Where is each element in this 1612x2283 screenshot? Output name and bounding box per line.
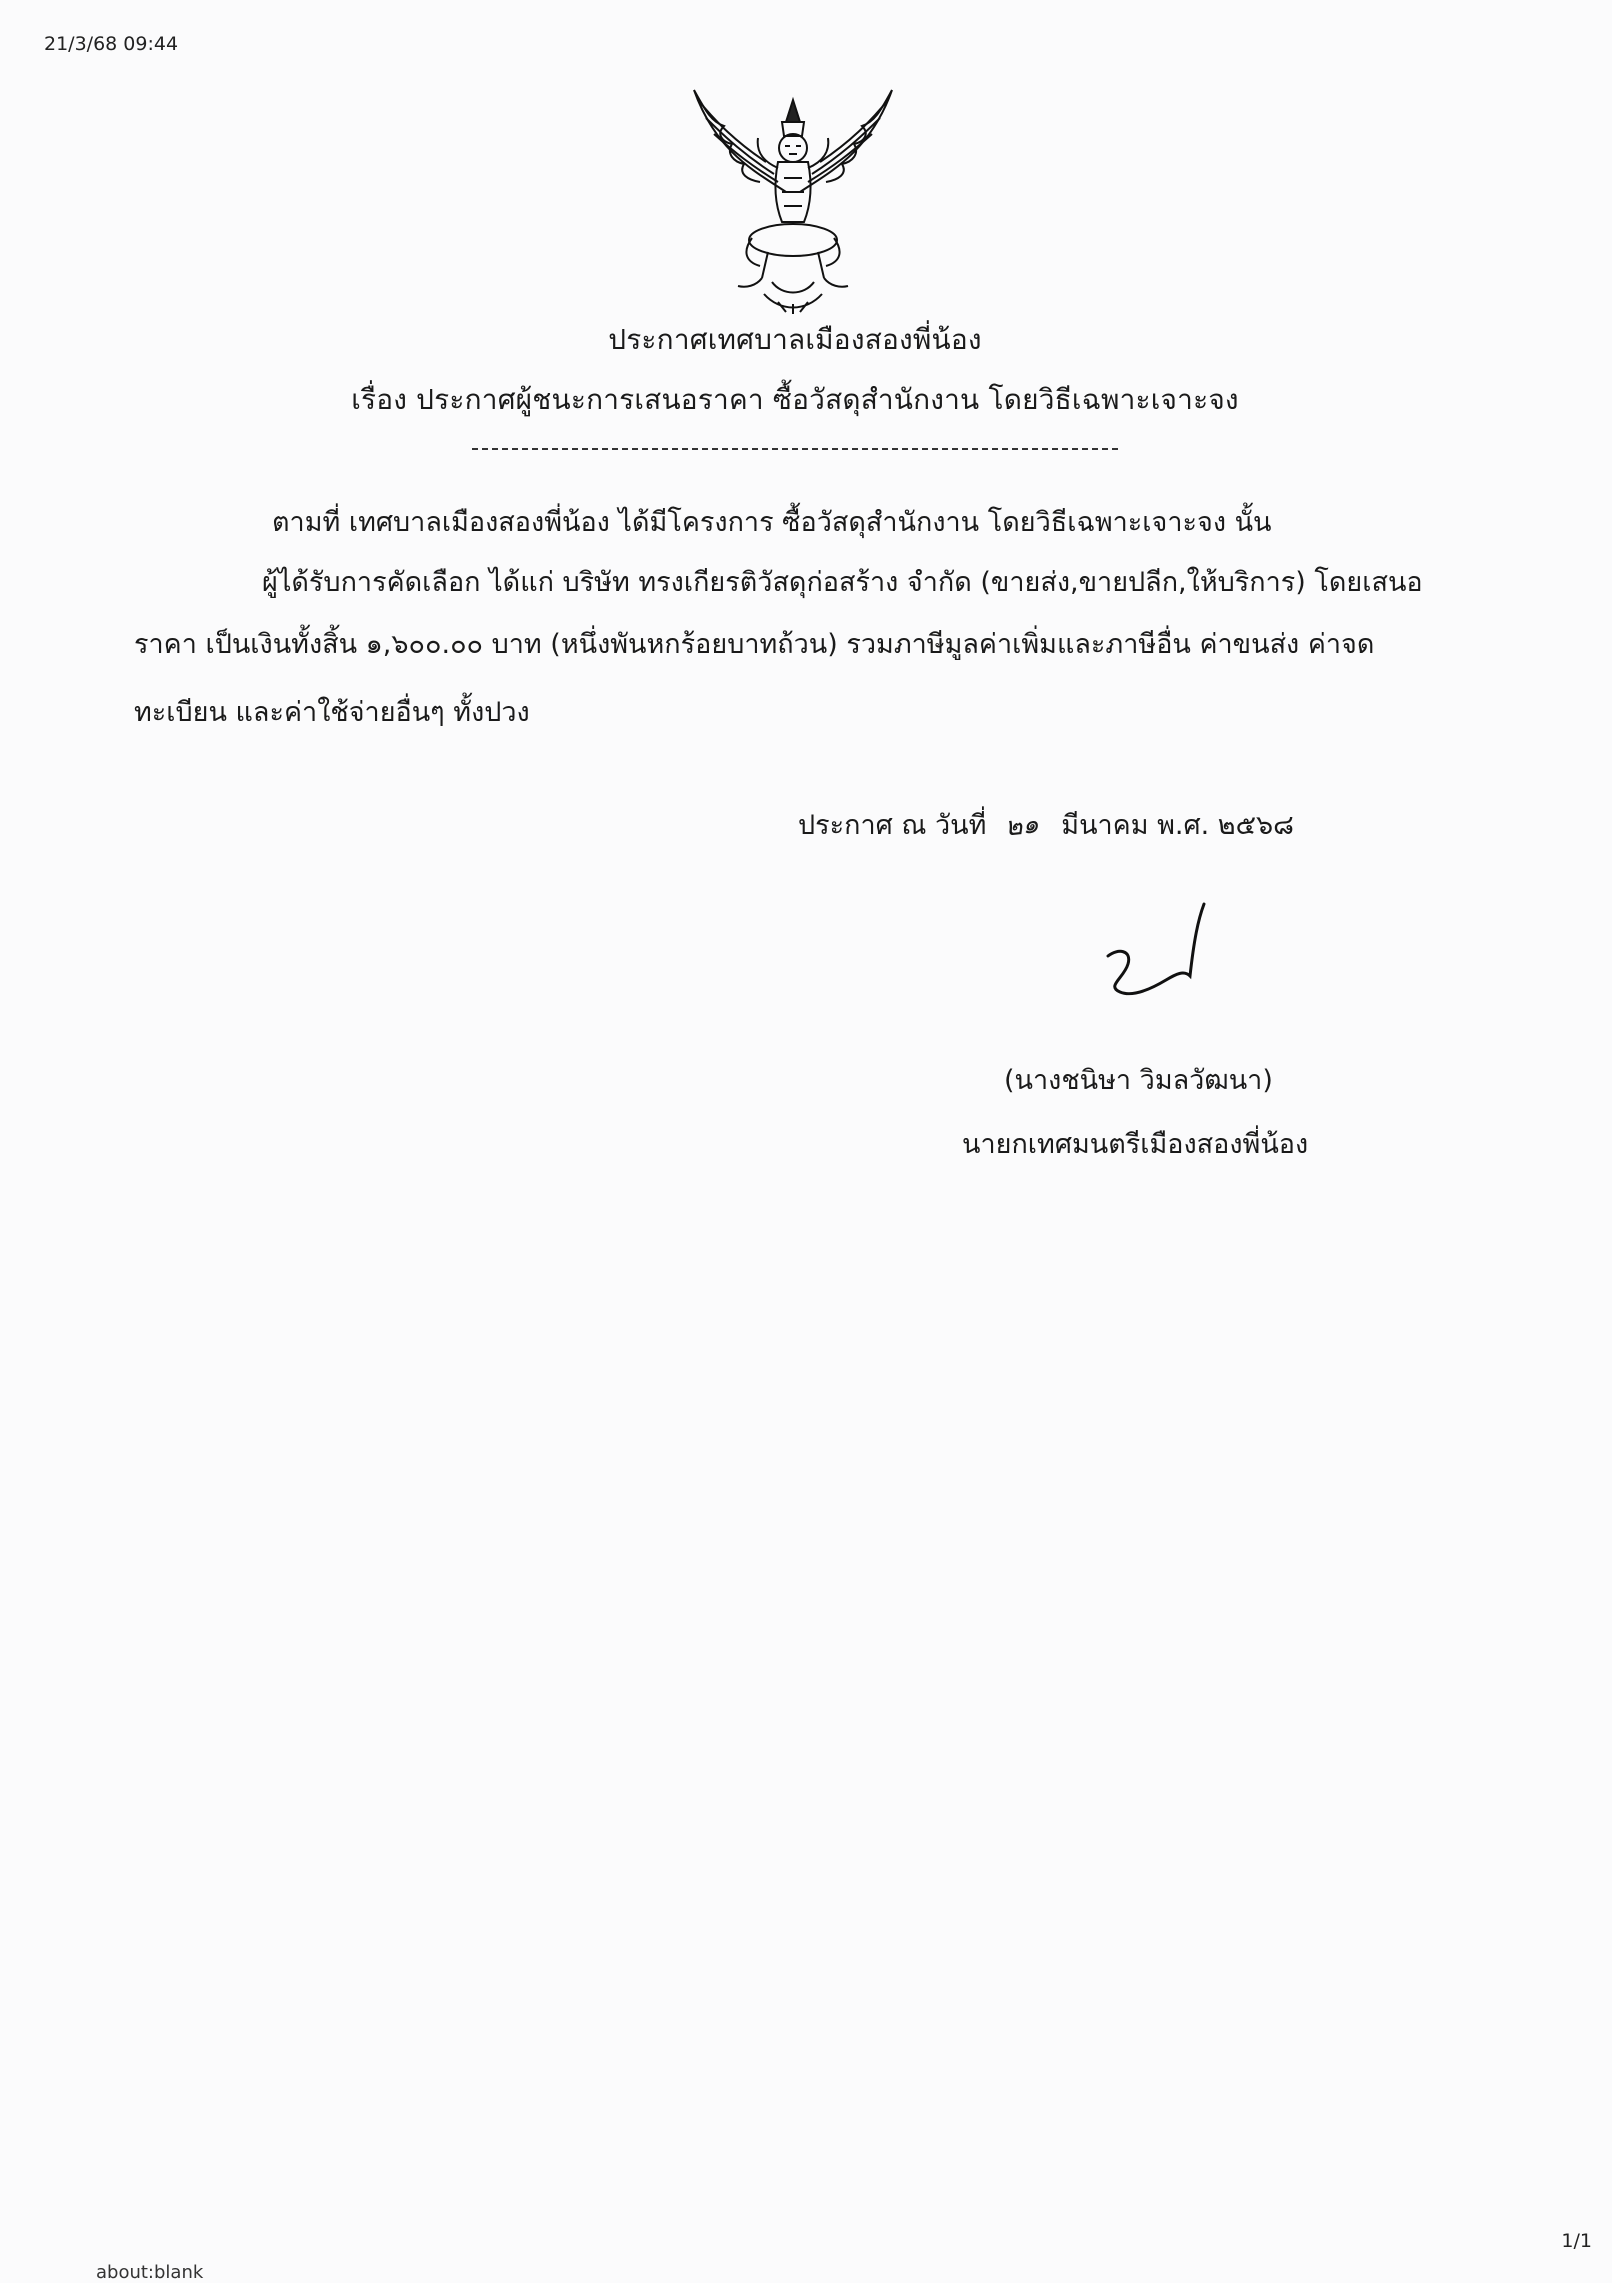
announcement-subject: เรื่อง ประกาศผู้ชนะการเสนอราคา ซื้อวัสดุสำนักงาน โดยวิธีเฉพาะเจาะจง (351, 383, 1239, 416)
announcement-title: ประกาศเทศบาลเมืองสองพี่น้อง (608, 323, 982, 356)
garuda-emblem-icon (686, 82, 900, 314)
date-month-year: มีนาคม พ.ศ. ๒๕๖๘ (1061, 810, 1295, 841)
body-line-2: ผู้ได้รับการคัดเลือก ได้แก่ บริษัท ทรงเกียรติวัสดุก่อสร้าง จำกัด (ขายส่ง,ขายปลีก,ให้บริการ) โดยเสนอ (262, 567, 1423, 598)
signer-name: (นางชนิษา วิมลวัฒนา) (1004, 1065, 1273, 1096)
body-line-3: ราคา เป็นเงินทั้งสิ้น ๑,๖๐๐.๐๐ บาท (หนึ่งพันหกร้อยบาทถ้วน) รวมภาษีมูลค่าเพิ่มและภาษีอื่น ค่าขนส่ง ค่าจด (134, 629, 1375, 660)
divider (472, 448, 1118, 450)
body-line-4: ทะเบียน และค่าใช้จ่ายอื่นๆ ทั้งปวง (134, 697, 530, 728)
announcement-date (798, 803, 1294, 846)
body-line-1: ตามที่ เทศบาลเมืองสองพี่น้อง ได้มีโครงการ ซื้อวัสดุสำนักงาน โดยวิธีเฉพาะเจาะจง นั้น (272, 507, 1272, 538)
page-number: 1/1 (1561, 2230, 1592, 2252)
signer-position: นายกเทศมนตรีเมืองสองพี่น้อง (962, 1129, 1309, 1160)
signature-icon (1100, 900, 1220, 1010)
print-timestamp: 21/3/68 09:44 (44, 33, 179, 55)
date-day-handwritten: ๒๑ (1003, 809, 1041, 843)
date-prefix: ประกาศ ณ วันที่ (798, 810, 987, 841)
print-url: about:blank (96, 2262, 204, 2283)
